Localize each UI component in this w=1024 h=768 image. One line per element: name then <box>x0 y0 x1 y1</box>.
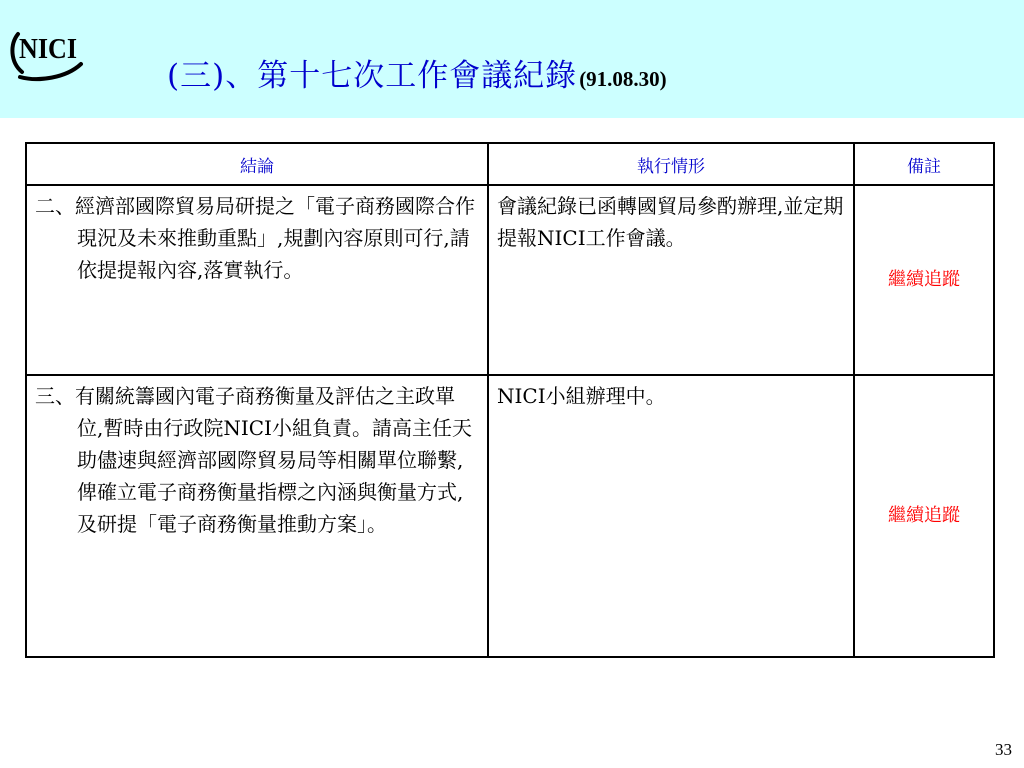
table-row <box>26 375 994 657</box>
minutes-table <box>25 142 995 658</box>
page-number: 33 <box>995 740 1012 759</box>
nici-logo <box>6 20 86 82</box>
conclusion-cell <box>26 185 488 375</box>
nici-logo-graphic <box>6 20 86 82</box>
conclusion-text: 三、有關統籌國內電子商務衡量及評估之主政單位,暫時由行政院NICI小組負責。請高主任天助儘速與經濟部國際貿易局等相關單位聯繫,俾確立電子商務衡量指標之內涵與衡量方式,及研提「電子商務衡量推動方案」。 <box>35 384 472 536</box>
svg-text:NICI: NICI <box>19 34 77 65</box>
column-header-status: 執行情形 <box>488 143 854 185</box>
remark-cell: 繼續追蹤 <box>854 375 994 657</box>
remark-cell: 繼續追蹤 <box>854 185 994 375</box>
title-main: (三)、第十七次工作會議紀錄 <box>167 58 578 94</box>
status-cell: 會議紀錄已函轉國貿局參酌辦理,並定期提報NICI工作會議。 <box>488 185 854 375</box>
status-cell: NICI小組辦理中。 <box>488 375 854 657</box>
conclusion-cell <box>26 375 488 657</box>
conclusion-text: 二、經濟部國際貿易局研提之「電子商務國際合作現況及未來推動重點」,規劃內容原則可行,請依提提報內容,落實執行。 <box>35 194 475 282</box>
title-date: (91.08.30) <box>579 67 667 91</box>
column-header-remark: 備註 <box>854 143 994 185</box>
column-header-conclusion: 結論 <box>26 143 488 185</box>
table-row <box>26 185 994 375</box>
table-header-row <box>26 143 994 185</box>
page-title <box>167 50 867 100</box>
